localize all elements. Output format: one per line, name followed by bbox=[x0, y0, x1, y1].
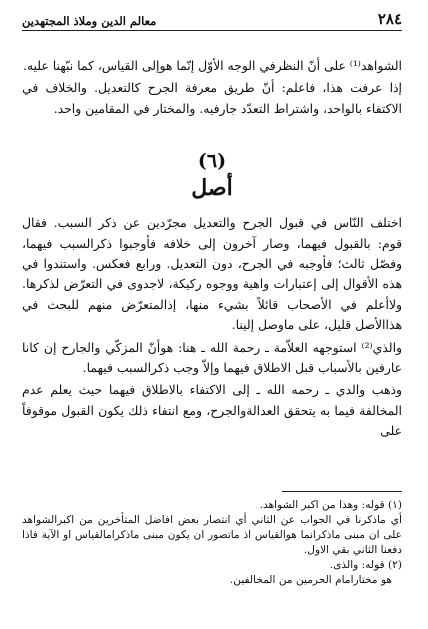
section-title: أصل bbox=[191, 175, 233, 202]
footnote-divider bbox=[282, 491, 402, 492]
footnotes bbox=[22, 498, 402, 588]
paragraph: وذهب والدي ـ رحمه الله ـ إلى الاكتفاء بالاطلاق فيهما حيث يعلم عدم المخالفة فيما به يتحقق العدالةوالجرح، ومع انتفاء ذلك يكون القبول موقوفاً على bbox=[22, 382, 402, 439]
footnote-heading: (٢) قوله: والذى. bbox=[329, 559, 402, 571]
footnote-heading: (١) قوله: وهذا من اكبر الشواهد. bbox=[259, 499, 402, 511]
paragraph: اختلف النّاس في قبول الجرح والتعديل مجرّدين عن ذكر السبب. فقال قوم: بالقبول فيهما، وصار آخرون إلى خلافه فأوجبوا ذكرالسبب فيهما، وفصّل ثالث؛ فأوجبه في الجرح، دون التعديل. ورابع فعكس. واستندوا في هذه الأقوال إلى إعتبارات واهية ووجوه ركيكة، لاجدوى في التعرّض لذكرها. ولاأعلم في الأصحاب قائلاً بشيء منها، إذالمتعرّض منهم للبحث في هذاالأصل قليل، على ماوصل إلينا. bbox=[22, 215, 402, 333]
page-number: ٢٨٤ bbox=[377, 10, 402, 28]
paragraph: الشواهد⁽¹⁾ على أنّ النظرفي الوجه الأوّل إنّما هوإلى القياس، كما نبّهنا عليه. bbox=[22, 58, 402, 73]
paragraph: والذي⁽²⁾ استوجهه العلاّمة ـ رحمة الله ـ هنا: هوأنّ المزكّي والجارح إن كانا عارفين بالأسباب قبل الاطلاق فيهما وإلاّ وجب ذكرالسبب فيهما. bbox=[22, 339, 402, 376]
running-title: معالم الدين وملاذ المجتهدين bbox=[22, 14, 157, 28]
footnote-text: أي ماذكرنا في الجواب عن الثاني أي انتصار بعض افاضل المتأخرين من اكبرالشواهد على ان مبنى ماذكرانما هوالقياس اذ ماتصور ان يكون مبنى ماذكرامالقياس او الآية فاذا دفعنا الثاني بقي الاول. bbox=[22, 514, 402, 556]
page-header bbox=[22, 6, 402, 31]
section-number: (٦) bbox=[197, 150, 227, 173]
paragraph: إذا عرفت هذا، فاعلم: أنّ طريق معرفة الجرح كالتعديل. والخلاف في الاكتفاء بالواحد، واشتراط التعدّد جارفيه. والمختار في المقامين واحد. bbox=[22, 80, 402, 116]
footnote-text: هو مختارامام الحرمين من المخالفين. bbox=[229, 574, 392, 586]
main-text bbox=[22, 56, 402, 442]
